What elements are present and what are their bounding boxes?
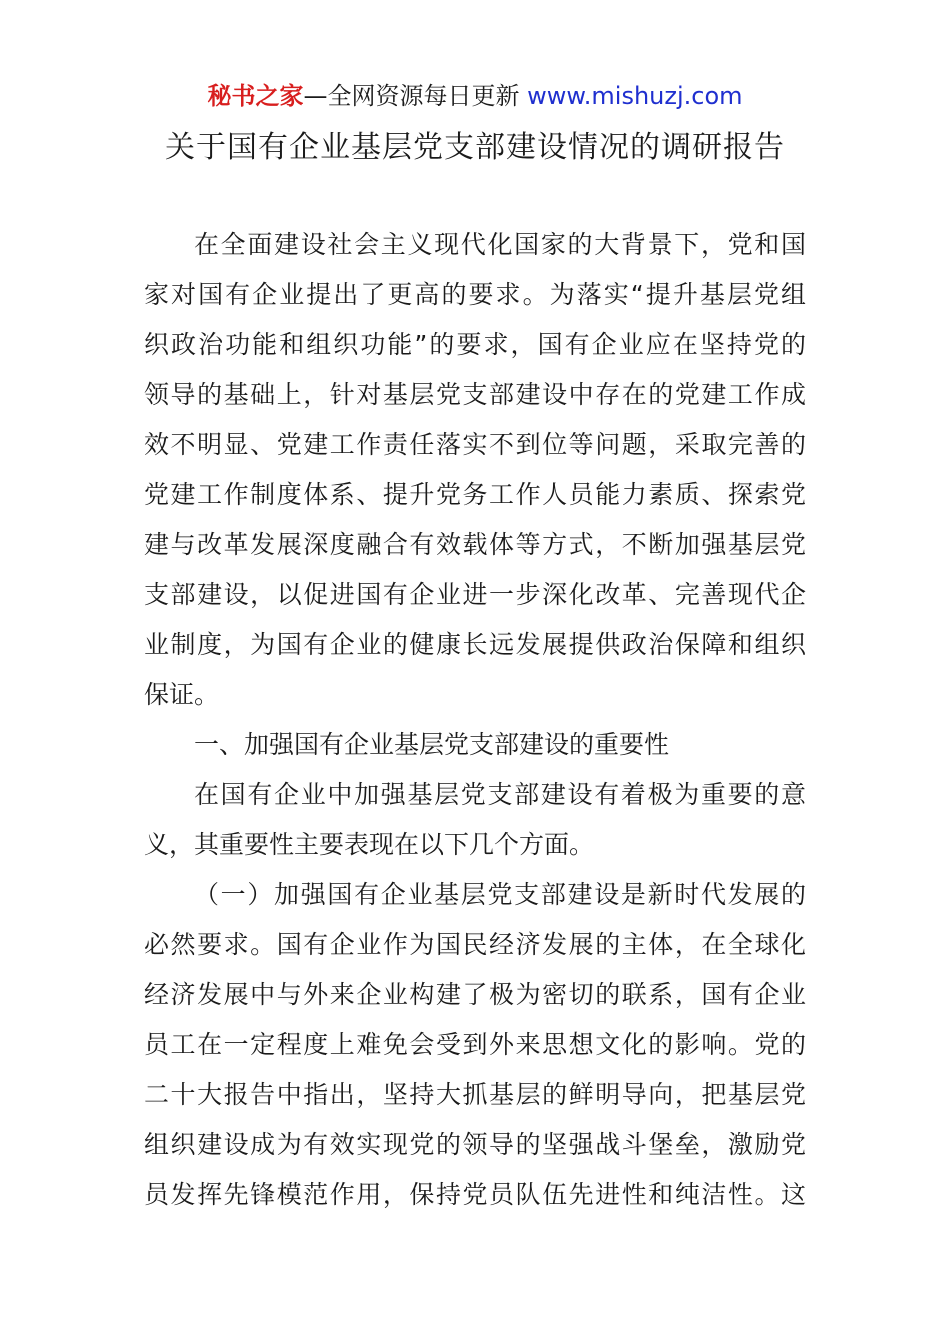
site-banner bbox=[0, 80, 950, 112]
paragraph-line: 必然要求。国有企业作为国民经济发展的主体，在全球化 bbox=[144, 930, 806, 959]
paragraph-line: 员工在一定程度上难免会受到外来思想文化的影响。党的 bbox=[144, 1030, 806, 1059]
paragraph-line: 在国有企业中加强基层党支部建设有着极为重要的意 bbox=[194, 780, 806, 809]
paragraph-line: 组织建设成为有效实现党的领导的坚强战斗堡垒，激励党 bbox=[144, 1130, 806, 1159]
paragraph-line: 建与改革发展深度融合有效载体等方式，不断加强基层党 bbox=[144, 530, 806, 559]
section-heading: 一、加强国有企业基层党支部建设的重要性 bbox=[194, 730, 670, 759]
paragraph-line: 在全面建设社会主义现代化国家的大背景下，党和国 bbox=[194, 230, 806, 259]
site-brand: 秘书之家 bbox=[207, 82, 304, 110]
document-body bbox=[144, 225, 806, 1225]
paragraph-line: 领导的基础上，针对基层党支部建设中存在的党建工作成 bbox=[144, 380, 806, 409]
paragraph-line: 织政治功能和组织功能”的要求，国有企业应在坚持党的 bbox=[144, 330, 806, 359]
paragraph-line: 效不明显、党建工作责任落实不到位等问题，采取完善的 bbox=[144, 430, 806, 459]
paragraph-line: 义，其重要性主要表现在以下几个方面。 bbox=[144, 830, 595, 859]
subsection-heading: （一）加强国有企业基层党支部建设是新时代发展的 bbox=[194, 880, 806, 909]
paragraph-line: 保证。 bbox=[144, 680, 220, 709]
paragraph-line: 二十大报告中指出，坚持大抓基层的鲜明导向，把基层党 bbox=[144, 1080, 806, 1109]
site-url[interactable]: www.mishuzj.com bbox=[527, 82, 743, 110]
paragraph-line: 家对国有企业提出了更高的要求。为落实“提升基层党组 bbox=[144, 280, 806, 309]
paragraph-line: 支部建设，以促进国有企业进一步深化改革、完善现代企 bbox=[144, 580, 806, 609]
paragraph-line: 员发挥先锋模范作用，保持党员队伍先进性和纯洁性。这 bbox=[144, 1180, 806, 1209]
paragraph-line: 业制度，为国有企业的健康长远发展提供政治保障和组织 bbox=[144, 630, 806, 659]
paragraph-line: 经济发展中与外来企业构建了极为密切的联系，国有企业 bbox=[144, 980, 806, 1009]
paragraph-line: 党建工作制度体系、提升党务工作人员能力素质、探索党 bbox=[144, 480, 806, 509]
site-tagline: —全网资源每日更新 bbox=[303, 82, 520, 110]
document-title: 关于国有企业基层党支部建设情况的调研报告 bbox=[165, 130, 785, 165]
